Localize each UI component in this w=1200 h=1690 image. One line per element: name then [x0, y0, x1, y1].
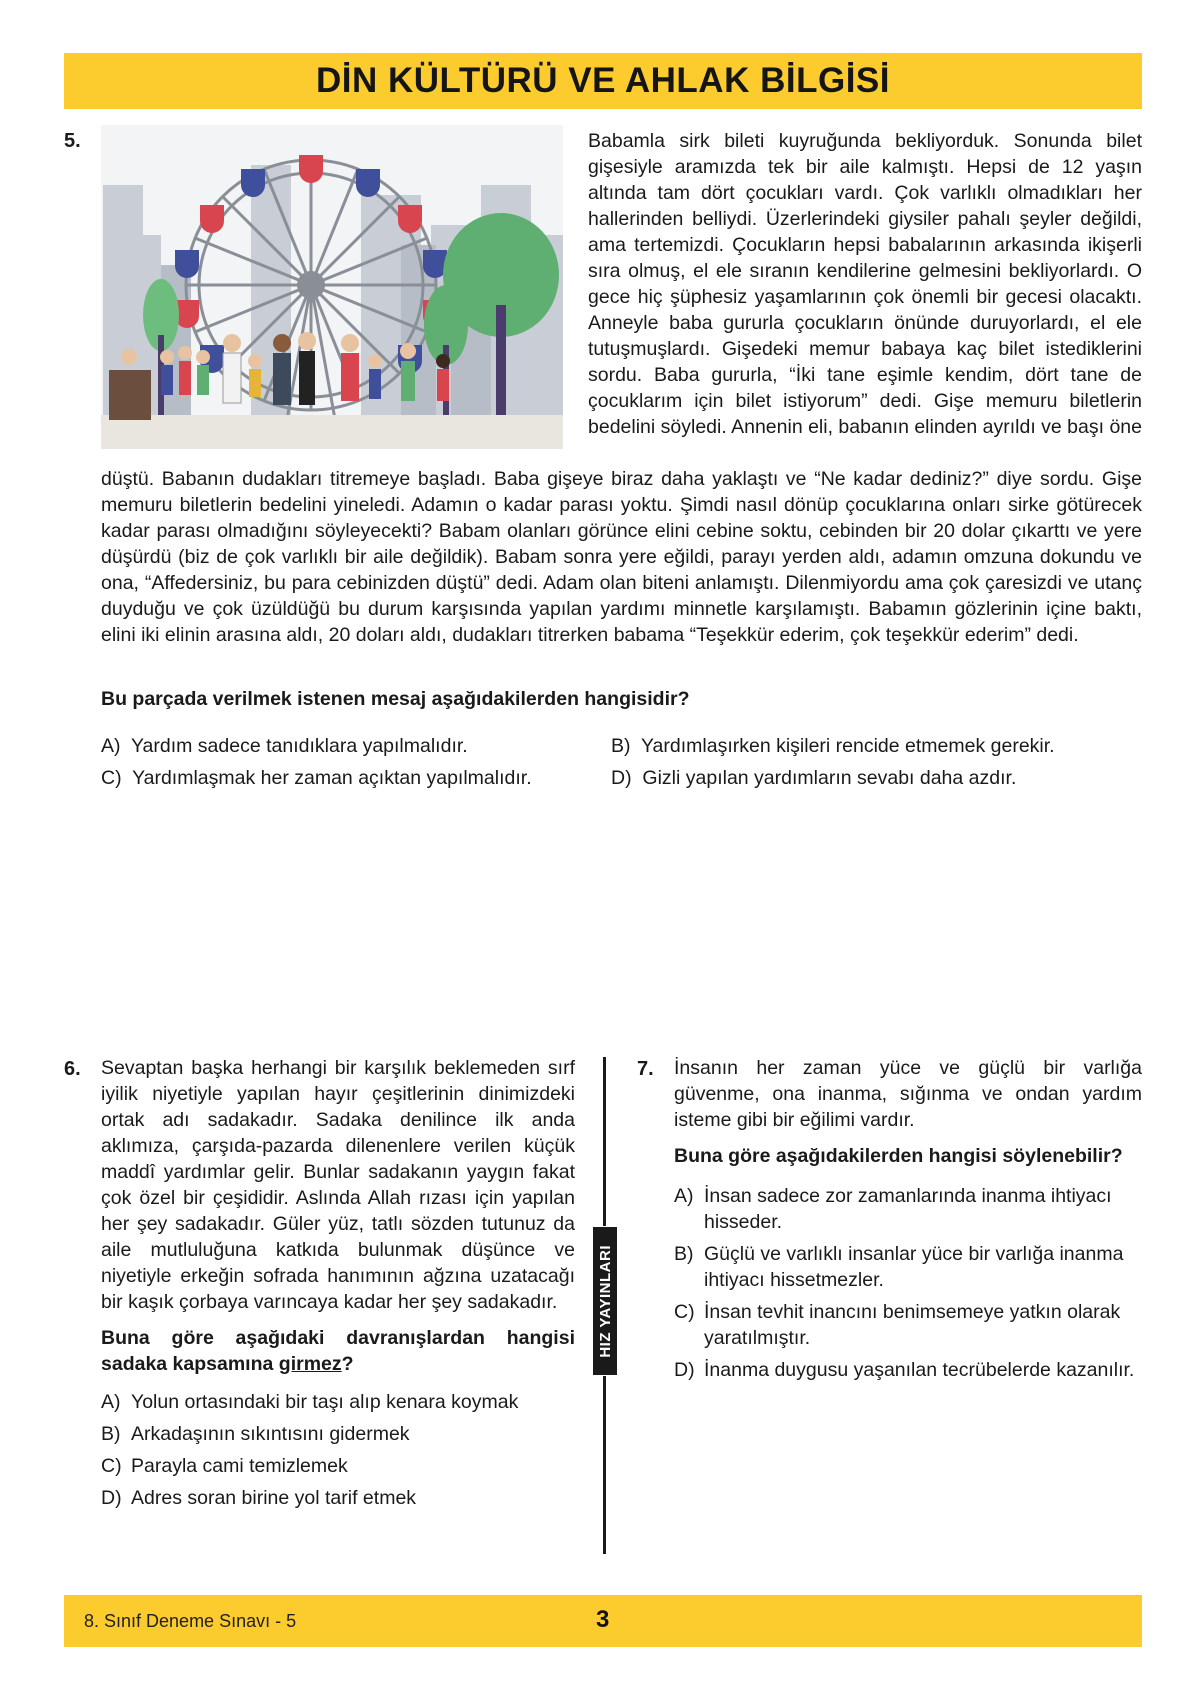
option-text: Yardım sadece tanıdıklara yapılmalıdır.: [130, 735, 468, 757]
option-letter: B): [611, 735, 631, 757]
question-7-number: 7.: [637, 1058, 654, 1080]
question-7-option-c[interactable]: [674, 1299, 1142, 1351]
option-letter: A): [674, 1185, 694, 1207]
question-6-option-c[interactable]: [101, 1453, 575, 1479]
option-text: Güçlü ve varlıklı insanlar yüce bir varlığa inanma ihtiyacı hissetmezler.: [704, 1243, 1124, 1291]
option-text: İnsan sadece zor zamanlarında inanma ihtiyacı hisseder.: [704, 1185, 1112, 1233]
question-6-option-d[interactable]: [101, 1485, 575, 1511]
option-letter: A): [101, 1391, 121, 1413]
option-text: Yardımlaşırken kişileri rencide etmemek gerekir.: [640, 735, 1055, 757]
question-6-prompt: [101, 1325, 575, 1377]
question-6-option-b[interactable]: [101, 1421, 575, 1447]
option-text: İnanma duygusu yaşanılan tecrübelerde kazanılır.: [704, 1359, 1135, 1381]
question-6-option-a[interactable]: [101, 1389, 575, 1415]
question-7-option-a[interactable]: [674, 1183, 1142, 1235]
option-letter: D): [101, 1487, 122, 1509]
question-5-paragraph-continued: düştü. Babanın dudakları titremeye başladı. Baba gişeye biraz daha yaklaştı ve “Ne kadar dediniz?” diye sordu. Gişe memuru biletlerin bedelini yineledi. Adamın o kadar parası yoktu. Şimdi nasıl dönüp çocuklarına onları sirke götürecek kadar parası olmadığını söyleyecekti? Babam olanları görünce elini cebine soktu, cebinden bir 20 dolar çıkarttı ve yere düşürdü (biz de çok varlıklı bir aile değildik). Babam sonra yere eğildi, parayı yerden aldı, adamın omzuna dokundu ve ona, “Affedersiniz, bu para cebinizden düştü” dedi. Adam olan biteni anlamıştı. Dilenmiyordu ama çok çaresizdi ve utanç duyduğu ve çok üzüldüğü bu durum karşısında yapılan yardımı minnetle karşılamıştı. Babamın gözlerinin içine baktı, elini iki elinin arasına aldı, 20 doları aldı, dudakları titrerken babama “Teşekkür ederim, çok teşekkür ederim” dedi.: [101, 468, 1142, 646]
option-text: Adres soran birine yol tarif etmek: [131, 1487, 417, 1509]
prompt-underlined-word: girmez: [278, 1353, 342, 1375]
question-6-block: [101, 1055, 575, 1511]
option-text: Arkadaşının sıkıntısını gidermek: [131, 1423, 410, 1445]
question-6-number: 6.: [64, 1058, 81, 1080]
option-text: Gizli yapılan yardımların sevabı daha azdır.: [642, 767, 1017, 789]
question-5-option-b[interactable]: [611, 735, 1055, 758]
exam-name: 8. Sınıf Deneme Sınavı - 5: [84, 1611, 297, 1631]
option-letter: C): [101, 767, 122, 789]
question-5-option-c[interactable]: [101, 767, 532, 790]
question-7-paragraph: İnsanın her zaman yüce ve güçlü bir varlığa güvenme, ona inanma, sığınma ve ondan yardım isteme gibi bir eğilimi vardır.: [674, 1057, 1142, 1131]
footer-bar: [64, 1595, 1142, 1647]
publisher-name: HIZ YAYINLARI: [596, 1244, 614, 1358]
prompt-text: Buna göre aşağıdaki davranışlardan hangisi sadaka kapsamına: [101, 1327, 575, 1375]
page-title: DİN KÜLTÜRÜ VE AHLAK BİLGİSİ: [316, 61, 890, 100]
option-text: Parayla cami temizlemek: [131, 1455, 348, 1477]
question-5-option-a[interactable]: [101, 735, 468, 758]
option-text: Yardımlaşmak her zaman açıktan yapılmalıdır.: [132, 767, 532, 789]
question-7-block: [674, 1055, 1142, 1383]
ferris-wheel-illustration: [101, 125, 563, 449]
option-letter: C): [101, 1455, 122, 1477]
prompt-end: ?: [341, 1353, 354, 1375]
header-bar: [64, 53, 1142, 109]
question-6-paragraph: Sevaptan başka herhangi bir karşılık beklemeden sırf iyilik niyetiyle yapılan hayır çeşitlerinin dinimizdeki ortak adı sadakadır. Sadaka denilince ilk anda aklımıza, çarşıda-pazarda dilenenlere verilen küçük maddî yardımlar gelir. Bunlar sadakanın yaygın fakat çok özel bir çeşididir. Aslında Allah rızası için yapılan her şey sadakadır. Güler yüz, tatlı sözden tutunuz da aile mutluluğuna katkıda bulunmak düşünce ve niyetiyle erkeğin sofrada hanımının ağzına uzatacağı bir kaşık çorbaya varıncaya kadar her şey sadakadır.: [101, 1057, 575, 1313]
question-5-prompt: Bu parçada verilmek istenen mesaj aşağıdakilerden hangisidir?: [101, 688, 690, 710]
publisher-logo-box: [593, 1227, 617, 1375]
question-5-number: 5.: [64, 130, 81, 152]
option-text: Yolun ortasındaki bir taşı alıp kenara koymak: [131, 1391, 519, 1413]
option-letter: B): [101, 1423, 121, 1445]
question-7-prompt: Buna göre aşağıdakilerden hangisi söylenebilir?: [674, 1145, 1123, 1167]
option-letter: B): [674, 1243, 694, 1265]
question-7-option-b[interactable]: [674, 1241, 1142, 1293]
question-7-option-d[interactable]: [674, 1357, 1142, 1383]
option-letter: D): [611, 767, 632, 789]
question-5-paragraph-right: Babamla sirk bileti kuyruğunda bekliyorduk. Sonunda bilet gişesiyle aramızda tek bir aile kalmıştı. Hepsi de 12 yaşın altında tam dört çocukları vardı. Çok varlıklı olmadıkları her hallerinden belliydi. Üzerlerindeki giysiler pahalı şeyler değildi, ama tertemizdi. Çocukların hepsi babalarının arkasında ikişerli sıra olmuş, el ele sıranın kendilerine gelmesini bekliyorlardı. O gece hiç şüphesiz yaşamlarının çok önemli bir gecesi olacaktı. Anneyle baba gururla çocukların önünde duruyorlardı, el ele tutuşmuşlardı. Gişedeki memur babaya kaç bilet istediklerini sordu. Baba gururla, “İki tane eşimle kendim, dört tane de çocuklarım için bilet istiyorum” dedi. Gişe memuru biletlerin bedelini söyledi. Annenin eli, babanın elinden ayrıldı ve başı öne: [588, 130, 1142, 438]
option-letter: C): [674, 1301, 695, 1323]
option-letter: A): [101, 735, 121, 757]
publisher-logo: [592, 1226, 618, 1376]
question-5-option-d[interactable]: [611, 767, 1016, 790]
option-letter: D): [674, 1359, 695, 1381]
option-text: İnsan tevhit inancını benimsemeye yatkın olarak yaratılmıştır.: [704, 1301, 1121, 1349]
page-number: 3: [596, 1606, 610, 1633]
